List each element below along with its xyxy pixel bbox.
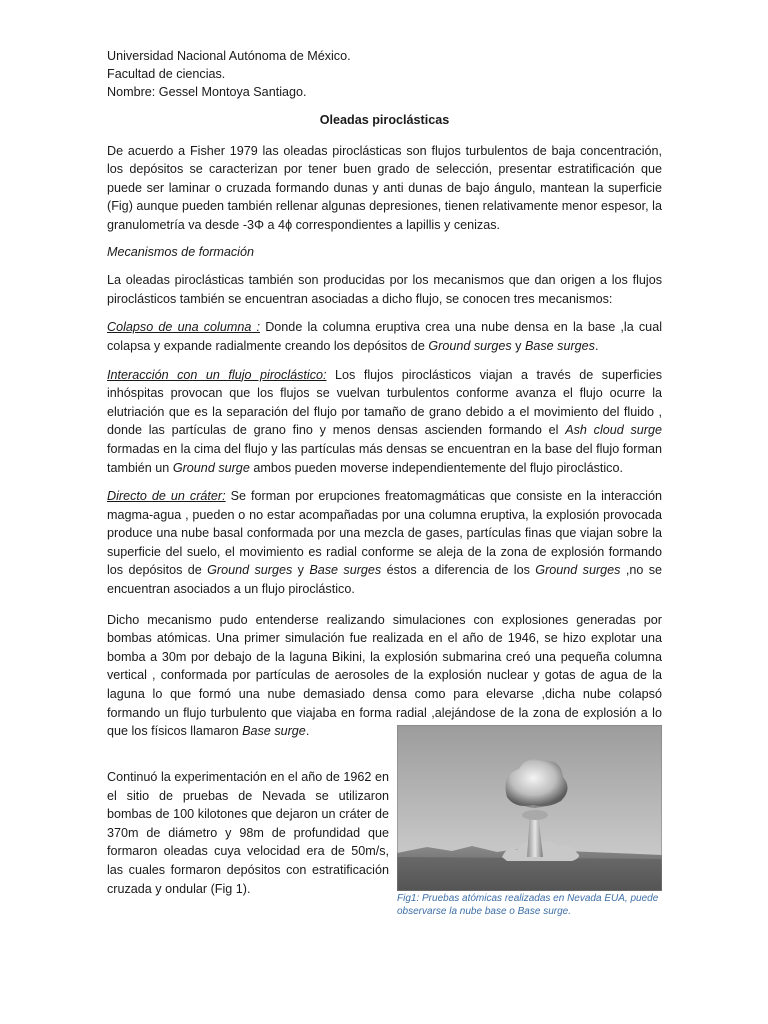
document-title: Oleadas piroclásticas [319,113,450,127]
nevada-paragraph: Continuó la experimentación en el año de 1962 en el sitio de pruebas de Nevada se utilizaron bombas de 100 kilotones que dejaron un cráter de 370m de diámetro y 98m de profundidad que formaron oleadas cuya velocidad era de 50m/s, las cuales formaron depósitos con estratificación cruzada y ondular (Fig 1). [107,770,389,896]
document-header [107,47,662,101]
mechanism-label: Interacción con un flujo piroclástico: [107,367,327,382]
term-base-surges: Base surges [524,338,595,353]
author-line: Nombre: Gessel Montoya Santiago. [107,85,307,99]
term-base-surges: Base surges [309,563,382,578]
nuclear-test-photo [397,725,662,891]
university-line: Universidad Nacional Autónoma de México. [107,49,351,63]
mechanism-column-collapse: Colapso de una columna : Donde la columna eruptiva crea una nube densa en la base ,la cual colapsa y expande radialmente creando los depósitos de Ground surges y Base surges. [107,320,662,353]
intro-paragraph: De acuerdo a Fisher 1979 las oleadas piroclásticas son flujos turbulentos de baja concentración, los depósitos se caracterizan por tener buen grado de selección, presentar estratificación que puede ser laminar o cruzada formando dunas y anti dunas de bajo ángulo, mantean la superficie (Fig) aunque pueden también rellenar algunas depresiones, tienen relativamente menor espesor, la granulometría va desde -3Φ a 4ϕ correspondientes a lapillis y cenizas. [107,143,662,232]
term-ground-surges: Ground surges [535,563,621,578]
document-page [107,47,662,741]
section-heading-mechanisms: Mecanismos de formación [107,244,254,259]
nevada-section [107,768,389,898]
mechanism-label: Colapso de una columna : [107,320,261,335]
term-ground-surge: Ground surge [172,460,250,475]
term-ash-cloud-surge: Ash cloud surge [565,423,663,438]
mechanisms-lead-paragraph: La oleadas piroclásticas también son producidas por los mecanismos que dan origen a los flujos piroclásticos también se encuentran asociadas a dicho flujo, se conocen tres mecanismos: [107,273,662,306]
figure-caption: Fig1: Pruebas atómicas realizadas en Nevada EUA, puede observarse la nube base o Base surge. [397,893,659,917]
figure-1 [397,725,662,918]
term-ground-surges: Ground surges [207,563,293,578]
term-ground-surges: Ground surges [428,338,512,353]
simulation-paragraph: Dicho mecanismo pudo entenderse realizando simulaciones con explosiones generadas por bombas atómicas. Una primer simulación fue realizada en el año de 1946, se hizo explotar una bomba a 30m por debajo de la laguna Bikini, la explosión submarina creó una pequeña columna vertical , conformada por partículas de aerosoles de la explosión nuclear y gotas de agua de la laguna lo que formó una nube demasiado densa como para elevarse ,dicha nube colapsó formando un flujo turbulento que viajaba en forma radial ,alejándose de la zona de explosión a lo que los físicos llamaron Base surge. [107,612,662,739]
faculty-line: Facultad de ciencias. [107,67,226,81]
mechanism-pyroclastic-flow-interaction: Interacción con un flujo piroclástico: Los flujos piroclásticos viajan a través de superficies inhóspitas provocan que los flujos se vuelvan turbulentos conforme avanza el flujo ocurre la elutriación que es la separación del flujo por tamaño de grano debido a el movimiento del fluido , donde las partículas de grano fino y menos densas ascienden formando el Ash cloud surge formadas en la cima del flujo y las partículas más densas se encuentran en la base del flujo forman también un Ground surge ambos pueden moverse independientemente del flujo piroclástico. [107,367,663,475]
mechanism-direct-from-crater: Directo de un cráter: Se forman por erupciones freatomagmáticas que consiste en la interacción magma-agua , pueden o no estar acompañadas por una columna eruptiva, la explosión provocada produce una nube basal conformada por una mezcla de gases, partículas finas que viajan sobre la superficie del suelo, el movimiento es radial conforme se aleja de la zona de explosión formando los depósitos de Ground surges y Base surges éstos a diferencia de los Ground surges ,no se encuentran asociados a un flujo piroclástico. [107,489,663,597]
term-base-surge: Base surge [242,724,306,739]
mechanism-label: Directo de un cráter: [107,489,226,504]
